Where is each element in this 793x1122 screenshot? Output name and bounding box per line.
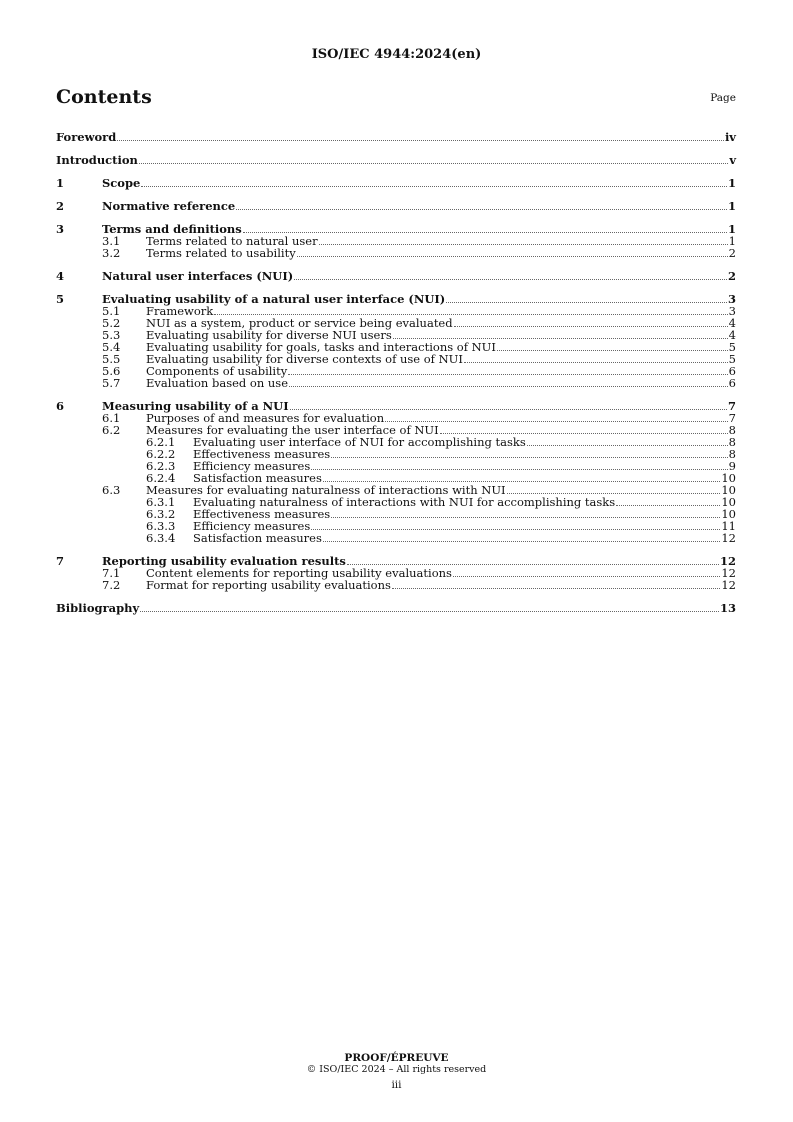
toc-entry-page: 12 — [721, 566, 736, 580]
toc-entry-page: iv — [724, 130, 736, 144]
toc-entry-title: Content elements for reporting usability evaluations — [146, 566, 452, 580]
toc-entry-title: Normative reference — [102, 199, 236, 213]
dot-leader — [323, 472, 721, 482]
toc-entry-title: Evaluating usability for diverse contexts of use of NUI — [146, 352, 463, 366]
dot-leader — [527, 436, 728, 446]
toc-entry-number: 5.4 — [102, 340, 121, 354]
dot-leader — [392, 579, 720, 589]
toc-entry-title: Measures for evaluating naturalness of interactions with NUI — [146, 483, 506, 497]
toc-entry-title: Terms related to usability — [146, 246, 296, 260]
dot-leader — [289, 377, 728, 387]
toc-entry-page: 10 — [721, 471, 736, 485]
toc-entry-page: 4 — [728, 316, 736, 330]
toc-entry-title: Satisfaction measures — [193, 471, 322, 485]
dot-leader — [464, 353, 728, 363]
toc-entry-number: 5.3 — [102, 328, 121, 342]
toc-entry-page: 12 — [721, 578, 736, 592]
toc-entry-page: v — [729, 153, 736, 167]
contents-title-row — [56, 86, 736, 112]
document-id-header: ISO/IEC 4944:2024(en) — [311, 47, 482, 62]
toc-entry-number: 6 — [56, 399, 65, 413]
toc-entry-title: Scope — [102, 176, 141, 190]
toc-entry[interactable] — [56, 200, 736, 212]
toc-entry-page: 1 — [727, 199, 736, 213]
toc-entry-title: Evaluating usability for diverse NUI users — [146, 328, 392, 342]
toc-entry-page: 5 — [728, 340, 736, 354]
toc-entry-page: 1 — [728, 234, 736, 248]
dot-leader — [319, 235, 728, 245]
dot-leader — [311, 520, 720, 530]
dot-leader — [331, 448, 728, 458]
dot-leader — [294, 270, 727, 280]
dot-leader — [347, 555, 719, 565]
toc-entry-title: Evaluation based on use — [146, 376, 289, 390]
toc-entry[interactable] — [56, 177, 736, 189]
toc-entry-number: 5.7 — [102, 376, 121, 390]
toc-entry-page: 10 — [721, 483, 736, 497]
dot-leader — [507, 484, 721, 494]
toc-entry-title: Reporting usability evaluation results — [102, 554, 346, 568]
page-number: iii — [391, 1079, 402, 1091]
toc-entry-number: 6.2.3 — [146, 459, 176, 473]
toc-entry-title: Components of usability — [146, 364, 288, 378]
toc-entry-page: 1 — [727, 176, 736, 190]
toc-entry-page: 13 — [719, 601, 736, 615]
toc-entry-title: Foreword — [56, 130, 117, 144]
dot-leader — [139, 154, 728, 164]
toc-entry-page: 10 — [721, 495, 736, 509]
toc-entry-number: 5 — [56, 292, 65, 306]
toc-entry-title: Terms and definitions — [102, 222, 242, 236]
toc-entry-number: 5.2 — [102, 316, 121, 330]
toc-entry-title: Efficiency measures — [193, 459, 311, 473]
toc-entry-number: 6.1 — [102, 411, 121, 425]
toc-entry-title: Format for reporting usability evaluations — [146, 578, 391, 592]
toc-entry-number: 5.1 — [102, 304, 121, 318]
toc-entry-title: Satisfaction measures — [193, 531, 322, 545]
toc-entry-title: Terms related to natural user — [146, 234, 318, 248]
toc-entry-number: 5.6 — [102, 364, 121, 378]
toc-entry-page: 1 — [727, 222, 736, 236]
toc-entry-title: Evaluating usability for goals, tasks and interactions of NUI — [146, 340, 496, 354]
toc-entry[interactable] — [56, 532, 736, 544]
toc-entry-title: Measuring usability of a NUI — [102, 399, 289, 413]
dot-leader — [288, 365, 727, 375]
toc-entry-page: 4 — [728, 328, 736, 342]
dot-leader — [117, 131, 724, 141]
toc-entry-number: 7.2 — [102, 578, 121, 592]
toc-entry[interactable] — [56, 154, 736, 166]
toc-entry-title: Purposes of and measures for evaluation — [146, 411, 385, 425]
dot-leader — [323, 532, 721, 542]
table-of-contents — [56, 131, 736, 614]
dot-leader — [454, 317, 728, 327]
toc-entry-number: 6.3.3 — [146, 519, 176, 533]
toc-entry-page: 9 — [728, 459, 736, 473]
dot-leader — [141, 177, 727, 187]
toc-entry-number: 6.2.2 — [146, 447, 176, 461]
toc-entry-number: 6.2.4 — [146, 471, 176, 485]
toc-entry-page: 2 — [727, 269, 736, 283]
toc-entry-title: Natural user interfaces (NUI) — [102, 269, 294, 283]
dot-leader — [243, 223, 727, 233]
dot-leader — [385, 412, 728, 422]
toc-entry[interactable] — [56, 247, 736, 259]
toc-entry-title: Effectiveness measures — [193, 507, 331, 521]
toc-entry-title: Measures for evaluating the user interface of NUI — [146, 423, 439, 437]
toc-entry-title: NUI as a system, product or service being evaluated — [146, 316, 453, 330]
toc-entry-number: 7 — [56, 554, 65, 568]
dot-leader — [236, 200, 727, 210]
toc-entry-number: 6.2.1 — [146, 435, 176, 449]
toc-entry-page: 7 — [727, 399, 736, 413]
dot-leader — [497, 341, 728, 351]
dot-leader — [140, 602, 719, 612]
toc-entry-title: Evaluating naturalness of interactions with NUI for accomplishing tasks — [193, 495, 616, 509]
toc-entry-page: 10 — [721, 507, 736, 521]
contents-title: Contents — [56, 86, 152, 108]
toc-entry-title: Bibliography — [56, 601, 140, 615]
toc-entry-number: 3.2 — [102, 246, 121, 260]
toc-entry-number: 3 — [56, 222, 65, 236]
toc-entry-page: 6 — [728, 376, 736, 390]
toc-entry-page: 7 — [728, 411, 736, 425]
toc-entry-page: 8 — [728, 447, 736, 461]
copyright-notice: © ISO/IEC 2024 – All rights reserved — [306, 1064, 487, 1075]
page-column-label: Page — [710, 92, 736, 104]
toc-entry-page: 12 — [719, 554, 736, 568]
toc-entry-page: 11 — [721, 519, 736, 533]
toc-entry-page: 3 — [727, 292, 736, 306]
toc-entry-page: 2 — [728, 246, 736, 260]
page-footer — [0, 1052, 793, 1091]
dot-leader — [290, 400, 727, 410]
toc-entry-page: 8 — [728, 423, 736, 437]
toc-entry-page: 12 — [721, 531, 736, 545]
toc-entry[interactable] — [56, 579, 736, 591]
toc-entry-number: 6.3.4 — [146, 531, 176, 545]
toc-entry-title: Evaluating usability of a natural user interface (NUI) — [102, 292, 446, 306]
toc-entry-number: 6.3.1 — [146, 495, 176, 509]
toc-entry-number: 1 — [56, 176, 65, 190]
toc-entry-title: Evaluating user interface of NUI for accomplishing tasks — [193, 435, 526, 449]
toc-entry-title: Effectiveness measures — [193, 447, 331, 461]
toc-entry-number: 6.3.2 — [146, 507, 176, 521]
proof-label: PROOF/ÉPREUVE — [344, 1052, 449, 1064]
toc-entry-page: 5 — [728, 352, 736, 366]
dot-leader — [331, 508, 720, 518]
dot-leader — [214, 305, 727, 315]
toc-entry-number: 6.3 — [102, 483, 121, 497]
toc-entry-title: Efficiency measures — [193, 519, 311, 533]
dot-leader — [297, 247, 728, 257]
dot-leader — [440, 424, 728, 434]
toc-entry-number: 5.5 — [102, 352, 121, 366]
toc-entry-number: 4 — [56, 269, 65, 283]
toc-entry-title: Introduction — [56, 153, 138, 167]
dot-leader — [311, 460, 727, 470]
toc-entry[interactable] — [56, 270, 736, 282]
toc-entry-title: Framework — [146, 304, 214, 318]
dot-leader — [453, 567, 720, 577]
dot-leader — [446, 293, 727, 303]
toc-entry[interactable] — [56, 377, 736, 389]
toc-entry-page: 3 — [728, 304, 736, 318]
toc-entry[interactable] — [56, 131, 736, 143]
toc-entry-number: 3.1 — [102, 234, 121, 248]
toc-entry-number: 6.2 — [102, 423, 121, 437]
toc-entry[interactable] — [56, 602, 736, 614]
toc-entry-page: 6 — [728, 364, 736, 378]
dot-leader — [393, 329, 728, 339]
toc-entry-number: 2 — [56, 199, 65, 213]
toc-entry-number: 7.1 — [102, 566, 121, 580]
toc-entry-page: 8 — [728, 435, 736, 449]
dot-leader — [616, 496, 720, 506]
